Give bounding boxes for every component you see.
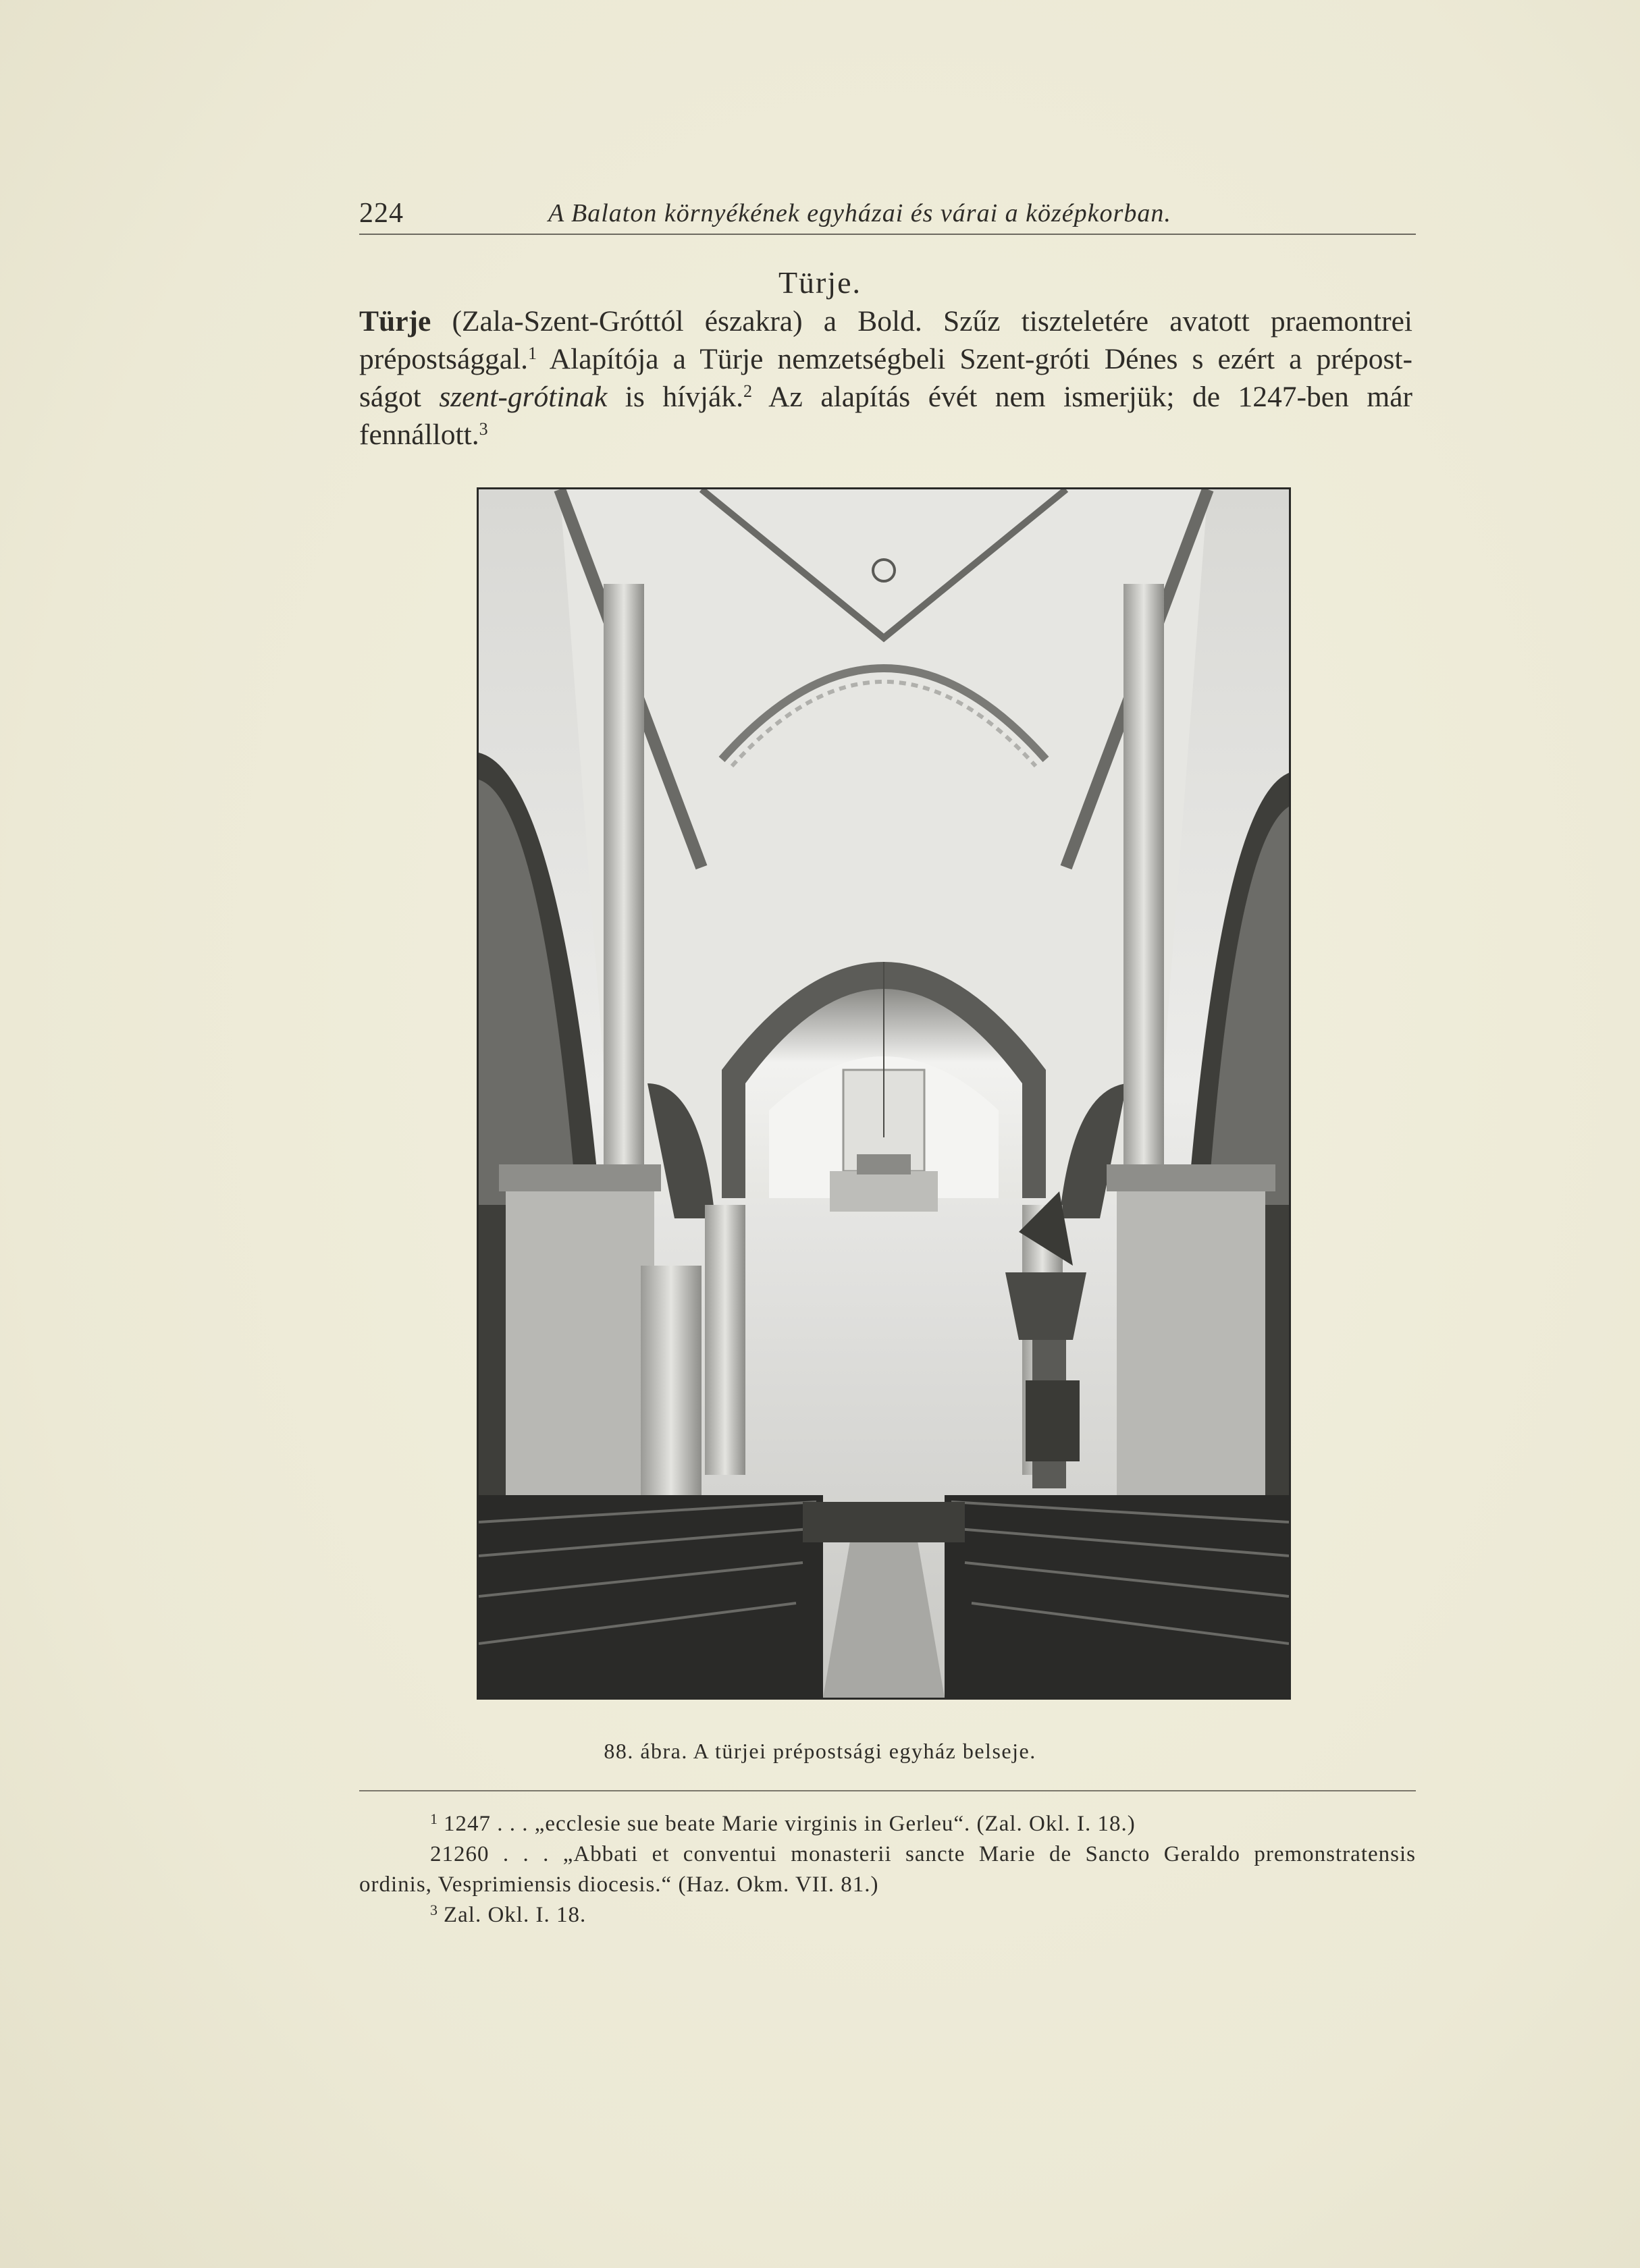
body-line [359,378,1412,416]
footnote-ref: 2 [743,381,752,401]
section-title: Türje. [778,265,862,300]
church-interior-photo [477,487,1291,1700]
body-line [359,340,1412,378]
running-title: A Balaton környékének egyházai és várai a középkorban. [548,199,1171,227]
footnote-number: 1 [430,1810,438,1827]
footnote-text: 1260 . . . „Abbati et conventui monasterii sancte Marie de Sancto Geraldo premonstratensis [442,1842,1416,1866]
body-line [359,416,1412,454]
footnote-1 [359,1809,1416,1839]
photo-illustration [479,489,1289,1698]
footnote-text: Zal. Okl. I. 18. [444,1903,587,1927]
body-line [359,302,1412,340]
italic-term: szent-grótinak [439,381,608,413]
footnote-2 [359,1839,1416,1870]
page-number: 224 [359,198,404,229]
footnote-ref: 3 [479,419,488,439]
footnote-number: 3 [430,1901,438,1918]
lead-word: Türje [359,305,431,338]
figure-caption: 88. ábra. A türjei prépostsági egyház belseje. [604,1739,1036,1763]
footnote-ref: 1 [528,344,537,363]
body-text: is hívják. [607,381,743,413]
page-header [359,197,1412,232]
body-text: Alapítója a Türje nemzetségbeli Szent-gróti Dénes s ezért a prépost- [537,343,1412,375]
footnote-text: 1247 . . . „ecclesie sue beate Marie virginis in Gerleu“. (Zal. Okl. I. 18.) [444,1812,1136,1836]
footnote-3 [359,1900,1416,1931]
body-text: Az alapítás évét nem ismerjük; de 1247-ben már [751,381,1412,413]
body-text: fennállott. [359,418,479,451]
footnote-number: 2 [430,1842,442,1866]
footnote-2-continued: ordinis, Vesprimiensis diocesis.“ (Haz. Okm. VII. 81.) [359,1872,879,1897]
footnote-rule [359,1790,1416,1791]
body-text: prépostsággal. [359,343,529,375]
body-text: (Zala-Szent-Gróttól északra) a Bold. Szűz tiszteletére avatott praemontrei [431,305,1412,338]
body-paragraph [359,302,1412,454]
header-rule [359,234,1416,235]
footnotes [359,1809,1416,1931]
body-text: ságot [359,381,440,413]
